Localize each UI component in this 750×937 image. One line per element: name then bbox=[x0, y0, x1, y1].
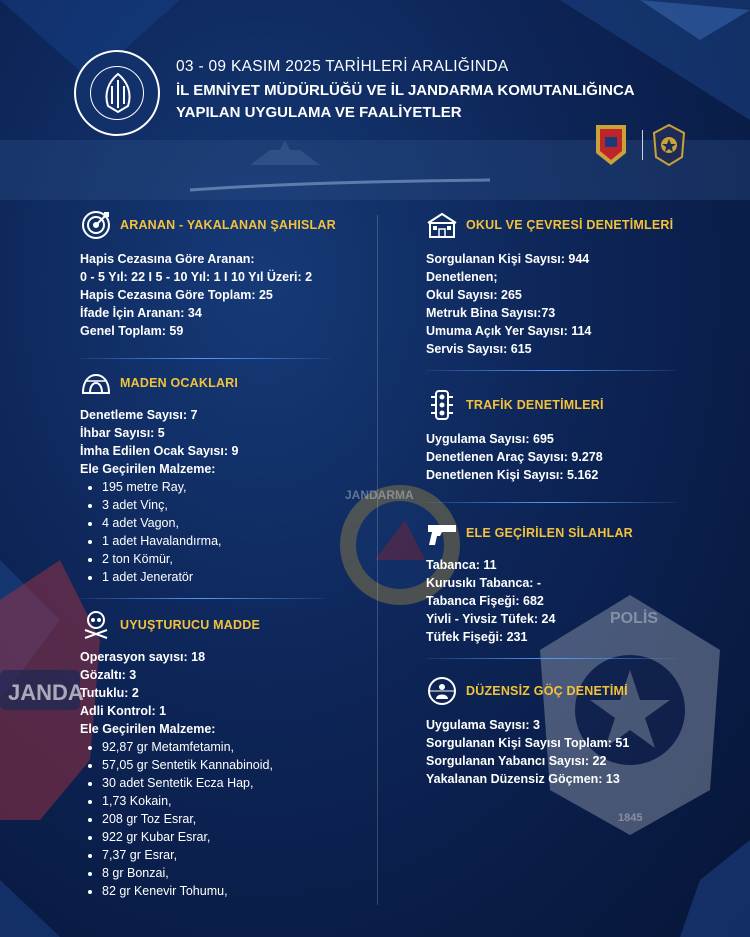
silah-line: Yivli - Yivsiz Tüfek: 24 bbox=[426, 612, 556, 626]
section-silah bbox=[426, 516, 633, 646]
trafik-line: Uygulama Sayısı: 695 bbox=[426, 432, 554, 446]
list-item: • 7,37 gr Esrar, bbox=[102, 846, 273, 864]
pistol-icon bbox=[426, 517, 458, 549]
skull-crossbones-icon bbox=[80, 609, 112, 641]
maden-line: İhbar Sayısı: 5 bbox=[80, 426, 165, 440]
okul-line: Umuma Açık Yer Sayısı: 114 bbox=[426, 324, 592, 338]
aranan-line: Hapis Cezasına Göre Aranan: bbox=[80, 252, 255, 266]
police-year-text: 1845 bbox=[618, 812, 643, 824]
ministry-logo bbox=[74, 50, 160, 136]
vest-text: JANDA bbox=[8, 680, 84, 705]
section-divider bbox=[80, 598, 325, 599]
list-item: • 57,05 gr Sentetik Kannabinoid, bbox=[102, 756, 273, 774]
silah-line: Tüfek Fişeği: 231 bbox=[426, 630, 528, 644]
aranan-line: Hapis Cezasına Göre Toplam: 25 bbox=[80, 288, 273, 302]
list-item: • 8 gr Bonzai, bbox=[102, 864, 273, 882]
aranan-line: Genel Toplam: 59 bbox=[80, 324, 184, 338]
section-trafik bbox=[426, 388, 604, 484]
goc-line: Sorgulanan Yabancı Sayısı: 22 bbox=[426, 754, 607, 768]
list-item: • 82 gr Kenevir Tohumu, bbox=[102, 882, 273, 900]
okul-line: Servis Sayısı: 615 bbox=[426, 342, 532, 356]
maden-line: İmha Edilen Ocak Sayısı: 9 bbox=[80, 444, 239, 458]
section-okul bbox=[426, 208, 673, 358]
goc-line: Uygulama Sayısı: 3 bbox=[426, 718, 540, 732]
traffic-light-icon bbox=[426, 389, 458, 421]
okul-line: Metruk Bina Sayısı:73 bbox=[426, 306, 556, 320]
section-divider bbox=[426, 370, 676, 371]
list-item: • 208 gr Toz Esrar, bbox=[102, 810, 273, 828]
page-title-line2: YAPILAN UYGULAMA VE FAALİYETLER bbox=[176, 104, 462, 121]
list-item: • 922 gr Kubar Esrar, bbox=[102, 828, 273, 846]
badge-separator bbox=[642, 130, 643, 160]
aranan-line: İfade İçin Aranan: 34 bbox=[80, 306, 202, 320]
jandarma-watermark-text: JANDARMA bbox=[345, 488, 414, 502]
date-range: 03 - 09 KASIM 2025 TARİHLERİ ARALIĞINDA bbox=[176, 58, 509, 75]
section-maden bbox=[80, 366, 238, 586]
list-item: • 4 adet Vagon, bbox=[102, 514, 238, 532]
trafik-line: Denetlenen Kişi Sayısı: 5.162 bbox=[426, 468, 599, 482]
section-aranan bbox=[80, 208, 336, 340]
section-divider bbox=[426, 502, 676, 503]
list-item: • 92,87 gr Metamfetamin, bbox=[102, 738, 273, 756]
jandarma-badge-icon bbox=[594, 123, 628, 167]
maden-line: Denetleme Sayısı: 7 bbox=[80, 408, 198, 422]
uyusturucu-line: Gözaltı: 3 bbox=[80, 668, 137, 682]
goc-line: Yakalanan Düzensiz Göçmen: 13 bbox=[426, 772, 620, 786]
section-title: UYUŞTURUCU MADDE bbox=[120, 618, 261, 632]
section-divider bbox=[80, 358, 330, 359]
section-goc bbox=[426, 674, 629, 788]
section-title: OKUL VE ÇEVRESİ DENETİMLERİ bbox=[466, 218, 674, 232]
goc-line: Sorgulanan Kişi Sayısı Toplam: 51 bbox=[426, 736, 630, 750]
silah-line: Tabanca: 11 bbox=[426, 558, 497, 572]
column-divider bbox=[377, 215, 378, 905]
list-item: • 3 adet Vinç, bbox=[102, 496, 238, 514]
target-icon bbox=[80, 209, 112, 241]
section-divider bbox=[426, 658, 676, 659]
section-title: TRAFİK DENETİMLERİ bbox=[466, 398, 604, 412]
list-item: • 1,73 Kokain, bbox=[102, 792, 273, 810]
uyusturucu-line: Tutuklu: 2 bbox=[80, 686, 139, 700]
uyusturucu-line: Adli Kontrol: 1 bbox=[80, 704, 167, 718]
section-title: ELE GEÇİRİLEN SİLAHLAR bbox=[466, 526, 633, 540]
uyusturucu-line: Operasyon sayısı: 18 bbox=[80, 650, 206, 664]
maden-line: Ele Geçirilen Malzeme: bbox=[80, 462, 216, 476]
mine-icon bbox=[80, 367, 112, 399]
aranan-line: 0 - 5 Yıl: 22 I 5 - 10 Yıl: 1 I 10 Yıl Üzeri: 2 bbox=[80, 270, 313, 284]
police-badge-text: POLİS bbox=[610, 610, 659, 627]
migration-globe-icon bbox=[426, 675, 458, 707]
uyusturucu-line: Ele Geçirilen Malzeme: bbox=[80, 722, 216, 736]
okul-line: Denetlenen; bbox=[426, 270, 498, 284]
page-title-line1: İL EMNİYET MÜDÜRLÜĞÜ VE İL JANDARMA KOMUTANLIĞINCA bbox=[176, 82, 635, 99]
list-item: • 1 adet Havalandırma, bbox=[102, 532, 238, 550]
section-uyusturucu bbox=[80, 608, 273, 900]
list-item: • 195 metre Ray, bbox=[102, 478, 238, 496]
police-badge-icon bbox=[652, 123, 686, 167]
list-item: • 1 adet Jeneratör bbox=[102, 568, 238, 586]
okul-line: Okul Sayısı: 265 bbox=[426, 288, 522, 302]
list-item: • 2 ton Kömür, bbox=[102, 550, 238, 568]
silah-line: Tabanca Fişeği: 682 bbox=[426, 594, 544, 608]
list-item: • 30 adet Sentetik Ecza Hap, bbox=[102, 774, 273, 792]
ministry-emblem-icon bbox=[98, 72, 138, 114]
school-icon bbox=[426, 209, 458, 241]
trafik-line: Denetlenen Araç Sayısı: 9.278 bbox=[426, 450, 603, 464]
section-title: MADEN OCAKLARI bbox=[120, 376, 239, 390]
okul-line: Sorgulanan Kişi Sayısı: 944 bbox=[426, 252, 590, 266]
section-title: DÜZENSİZ GÖÇ DENETİMİ bbox=[466, 684, 628, 698]
silah-line: Kurusıkı Tabanca: - bbox=[426, 576, 542, 590]
section-title: ARANAN - YAKALANAN ŞAHISLAR bbox=[120, 218, 336, 232]
